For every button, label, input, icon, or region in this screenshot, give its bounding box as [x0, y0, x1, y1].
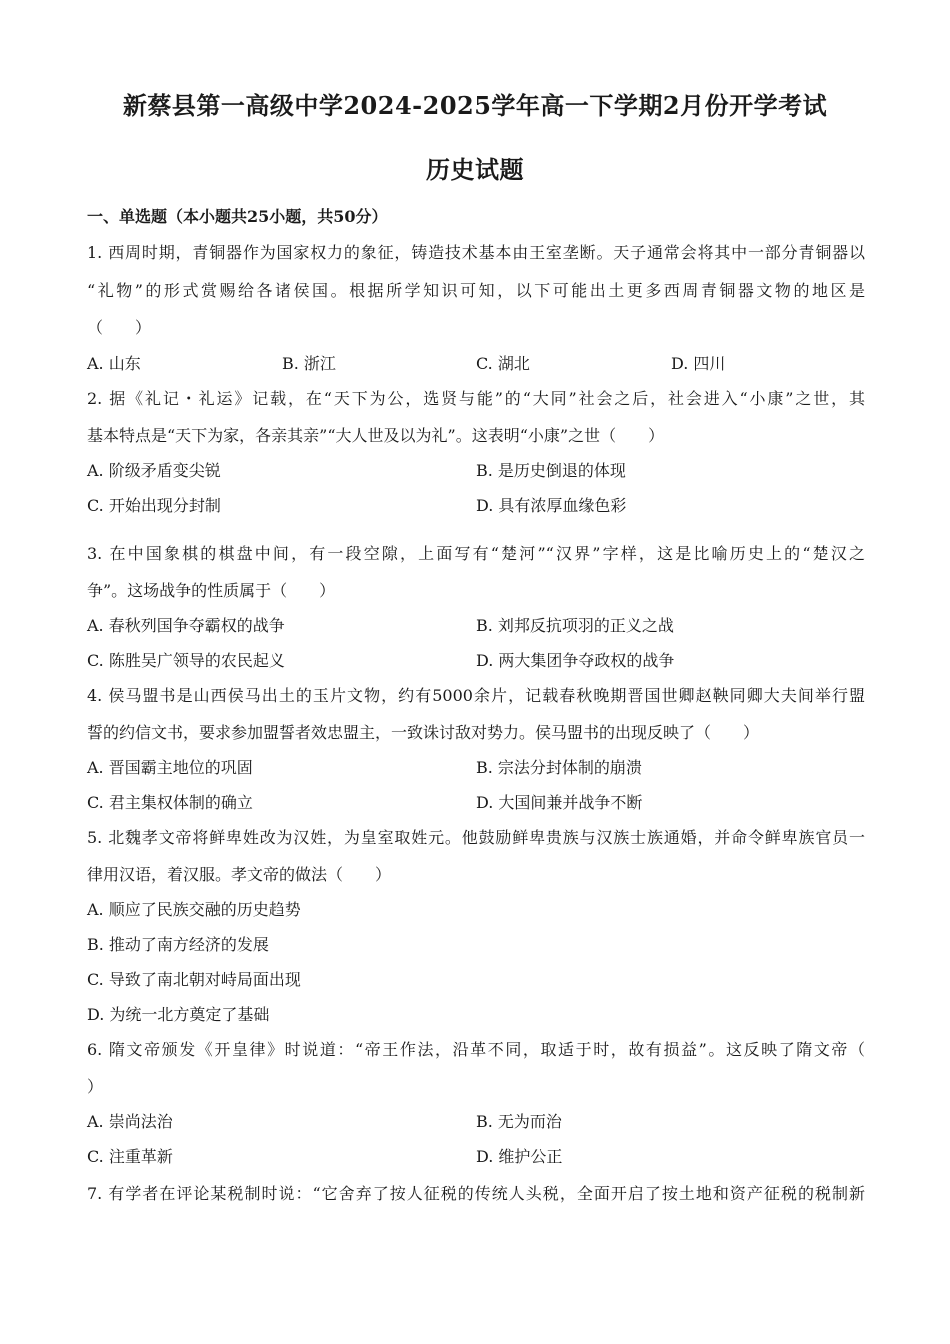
q3-option-a: A. 春秋列国争夺霸权的战争 [87, 616, 285, 635]
q1-option-b: B. 浙江 [282, 354, 336, 373]
q6-option-d: D. 维护公正 [476, 1147, 563, 1166]
q2-option-a: A. 阶级矛盾变尖锐 [87, 461, 221, 480]
q1-stem-line-2: “礼物”的形式赏赐给各诸侯国。根据所学知识可知，以下可能出土更多西周青铜器文物的地区是 [87, 281, 865, 300]
exam-title: 新蔡县第一高级中学2024-2025学年高一下学期2月份开学考试 [122, 91, 828, 120]
q3-option-c: C. 陈胜吴广领导的农民起义 [87, 651, 285, 670]
q3-option-d: D. 两大集团争夺政权的战争 [476, 651, 675, 670]
q5-stem-line-2: 律用汉语，着汉服。孝文帝的做法（ ） [87, 865, 392, 884]
q4-option-c: C. 君主集权体制的确立 [87, 793, 253, 812]
q6-option-a: A. 崇尚法治 [87, 1112, 173, 1131]
q5-option-c: C. 导致了南北朝对峙局面出现 [87, 970, 301, 989]
section-heading: 一、单选题（本小题共25小题，共50分） [87, 207, 388, 226]
q6-option-c: C. 注重革新 [87, 1147, 173, 1166]
q4-option-d: D. 大国间兼并战争不断 [476, 793, 643, 812]
q5-option-b: B. 推动了南方经济的发展 [87, 935, 269, 954]
q6-stem-line-2: ） [87, 1077, 104, 1096]
q5-option-a: A. 顺应了民族交融的历史趋势 [87, 900, 301, 919]
q5-stem-line-1: 5. 北魏孝文帝将鲜卑姓改为汉姓，为皇室取姓元。他鼓励鲜卑贵族与汉族士族通婚，并命令鲜卑族官员一 [87, 828, 865, 847]
q6-stem-line-1: 6. 隋文帝颁发《开皇律》时说道：“帝王作法，沿革不同，取适于时，故有损益”。这反映了隋文帝（ [87, 1040, 865, 1059]
q1-stem-line-1: 1. 西周时期，青铜器作为国家权力的象征，铸造技术基本由王室垄断。天子通常会将其中一部分青铜器以 [87, 243, 865, 262]
q1-option-c: C. 湖北 [476, 354, 530, 373]
q2-stem-line-2: 基本特点是“天下为家，各亲其亲”“大人世及以为礼”。这表明“小康”之世（ ） [87, 426, 665, 445]
q4-option-a: A. 晋国霸主地位的巩固 [87, 758, 253, 777]
q2-stem-line-1: 2. 据《礼记・礼运》记载，在“天下为公，选贤与能”的“大同”社会之后，社会进入“小康”之世，其 [87, 389, 865, 408]
q3-stem-line-2: 争”。这场战争的性质属于（ ） [87, 581, 336, 600]
q5-option-d: D. 为统一北方奠定了基础 [87, 1005, 270, 1024]
q7-stem-line-1: 7. 有学者在评论某税制时说：“它舍弃了按人征税的传统人头税，全面开启了按土地和资产征税的税制新 [87, 1184, 865, 1203]
q1-option-a: A. 山东 [87, 354, 141, 373]
q6-option-b: B. 无为而治 [476, 1112, 562, 1131]
q4-stem-line-1: 4. 侯马盟书是山西侯马出土的玉片文物，约有5000余片，记载春秋晚期晋国世卿赵鞅同卿大夫间举行盟 [87, 686, 865, 705]
q2-option-d: D. 具有浓厚血缘色彩 [476, 496, 627, 515]
q2-option-b: B. 是历史倒退的体现 [476, 461, 626, 480]
q4-stem-line-2: 誓的约信文书，要求参加盟誓者效忠盟主，一致诛讨敌对势力。侯马盟书的出现反映了（ ） [87, 723, 760, 742]
q3-option-b: B. 刘邦反抗项羽的正义之战 [476, 616, 674, 635]
exam-subtitle: 历史试题 [426, 155, 524, 184]
q1-stem-line-3: （ ） [87, 318, 152, 337]
q3-stem-line-1: 3. 在中国象棋的棋盘中间，有一段空隙，上面写有“楚河”“汉界”字样，这是比喻历史上的“楚汉之 [87, 544, 865, 563]
q1-option-d: D. 四川 [671, 354, 726, 373]
q4-option-b: B. 宗法分封体制的崩溃 [476, 758, 642, 777]
q2-option-c: C. 开始出现分封制 [87, 496, 221, 515]
